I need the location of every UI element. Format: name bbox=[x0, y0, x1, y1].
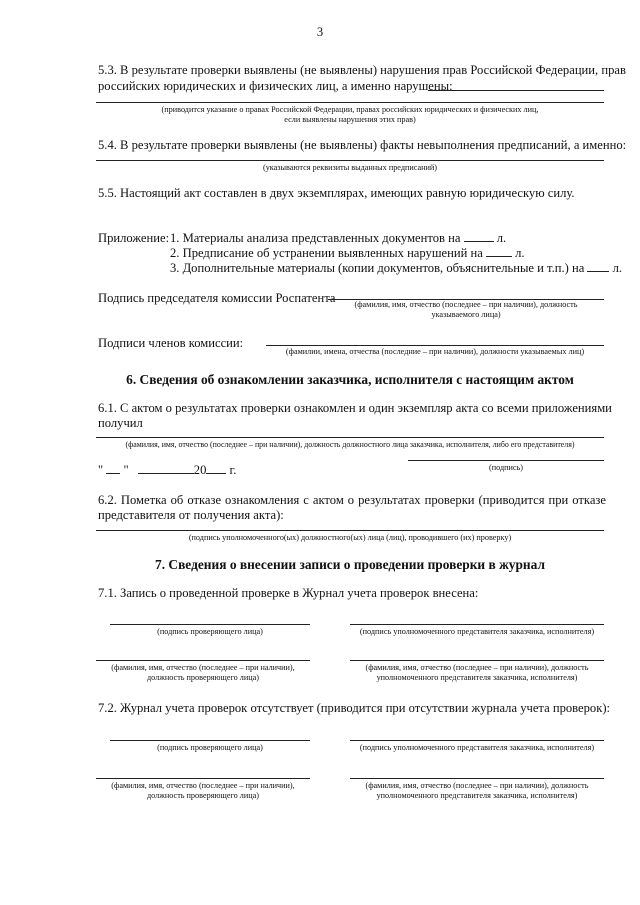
blank-line-5-3-a bbox=[428, 90, 604, 91]
paragraph-7-2: 7.2. Журнал учета проверок отсутствует (приводится при отсутствии журнала учета проверок): bbox=[98, 701, 611, 715]
appendix-item-1-text: 1. Материалы анализа представленных документов на bbox=[170, 231, 461, 245]
appendix-item-3-text: 3. Дополнительные материалы (копии документов, объяснительные и т.п.) на bbox=[170, 261, 585, 275]
appendix-item-1-suffix: л. bbox=[496, 231, 507, 245]
name-line-inspector-7-1 bbox=[96, 660, 310, 661]
signature-line-inspector-7-1 bbox=[110, 624, 310, 625]
paragraph-7-1: 7.1. Запись о проведенной проверке в Журнал учета проверок внесена: bbox=[98, 586, 479, 600]
date-day-blank bbox=[106, 462, 120, 474]
appendix-item-1 bbox=[170, 230, 506, 246]
caption-sig-inspector-7-1: (подпись проверяющего лица) bbox=[157, 627, 263, 636]
paragraph-5-4-line-1: 5.4. В результате проверки выявлены (не выявлены) факты невыполнения предписаний, а именно: bbox=[98, 138, 627, 152]
signature-line-6-1 bbox=[408, 460, 604, 461]
date-field bbox=[98, 462, 236, 478]
date-suffix: г. bbox=[229, 463, 237, 477]
caption-sig-customer-7-1: (подпись уполномоченного представителя заказчика, исполнителя) bbox=[359, 627, 595, 636]
signature-line-inspector-7-2 bbox=[110, 740, 310, 741]
appendix-item-2-text: 2. Предписание об устранении выявленных нарушений на bbox=[170, 246, 483, 260]
chairman-caption-1: (фамилия, имя, отчество (последнее – при наличии), должность bbox=[354, 300, 578, 309]
appendix-item-3-blank bbox=[587, 260, 609, 272]
section-7-heading: 7. Сведения о внесении записи о проведении проверки в журнал bbox=[155, 557, 545, 572]
date-year-prefix: 20 bbox=[193, 463, 207, 477]
appendix-item-1-blank bbox=[464, 230, 494, 242]
appendix-item-2-blank bbox=[486, 245, 512, 257]
appendix-label: Приложение: bbox=[98, 231, 170, 245]
date-year-blank bbox=[206, 462, 226, 474]
date-month-blank bbox=[138, 462, 194, 474]
caption-6-1: (фамилия, имя, отчество (последнее – при наличии), должность должностного лица заказчика, исполнителя, либо его представителя) bbox=[125, 440, 575, 449]
name-line-customer-7-1 bbox=[350, 660, 604, 661]
page-number: 3 bbox=[316, 25, 324, 39]
caption-sig-inspector-7-2: (подпись проверяющего лица) bbox=[157, 743, 263, 752]
members-caption: (фамилии, имена, отчества (последние – при наличии), должности указываемых лиц) bbox=[285, 347, 585, 356]
paragraph-6-1-line-2: получил bbox=[98, 416, 143, 430]
caption-sig-customer-7-2: (подпись уполномоченного представителя заказчика, исполнителя) bbox=[359, 743, 595, 752]
appendix-item-3 bbox=[170, 260, 622, 276]
date-quote-open: " bbox=[98, 463, 104, 477]
paragraph-5-5: 5.5. Настоящий акт составлен в двух экземплярах, имеющих равную юридическую силу. bbox=[98, 186, 575, 200]
members-signature-line bbox=[266, 345, 604, 346]
caption-name-customer-7-1-a: (фамилия, имя, отчество (последнее – при наличии), должность bbox=[365, 663, 589, 672]
name-line-inspector-7-2 bbox=[96, 778, 310, 779]
name-line-customer-7-2 bbox=[350, 778, 604, 779]
signature-line-customer-7-1 bbox=[350, 624, 604, 625]
blank-line-6-1 bbox=[96, 437, 604, 438]
chairman-signature-label: Подпись председателя комиссии Роспатента bbox=[98, 291, 336, 305]
blank-line-6-2 bbox=[96, 530, 604, 531]
blank-line-5-3-b bbox=[96, 102, 604, 103]
caption-name-inspector-7-2-a: (фамилия, имя, отчество (последнее – при наличии), bbox=[111, 781, 295, 790]
chairman-caption-2: указываемого лица) bbox=[431, 310, 501, 319]
date-quote-close: " bbox=[123, 463, 129, 477]
signature-caption-6-1: (подпись) bbox=[489, 463, 523, 472]
paragraph-6-2-line-1: 6.2. Пометка об отказе ознакомления с актом о результатах проверки (приводится при отказе bbox=[98, 493, 606, 507]
caption-name-customer-7-2-b: уполномоченного представителя заказчика, исполнителя) bbox=[376, 791, 578, 800]
caption-5-3-1: (приводится указание о правах Российской Федерации, правах российских юридических и физических лиц, bbox=[161, 105, 539, 114]
caption-name-customer-7-1-b: уполномоченного представителя заказчика, исполнителя) bbox=[376, 673, 578, 682]
appendix-item-2-suffix: л. bbox=[515, 246, 525, 260]
caption-5-4: (указываются реквизиты выданных предписаний) bbox=[262, 163, 437, 172]
appendix-item-3-suffix: л. bbox=[612, 261, 623, 275]
caption-name-inspector-7-2-b: должность проверяющего лица) bbox=[146, 791, 259, 800]
caption-5-3-2: если выявлены нарушения этих прав) bbox=[284, 115, 416, 124]
blank-line-5-4 bbox=[96, 160, 604, 161]
section-6-heading: 6. Сведения об ознакомлении заказчика, исполнителя с настоящим актом bbox=[126, 372, 574, 387]
paragraph-5-3-line-2: российских юридических и физических лиц, а именно нарушены: bbox=[98, 79, 453, 93]
caption-name-customer-7-2-a: (фамилия, имя, отчество (последнее – при наличии), должность bbox=[365, 781, 589, 790]
paragraph-5-3-line-1: 5.3. В результате проверки выявлены (не выявлены) нарушения прав Российской Федерации, прав bbox=[98, 63, 626, 77]
caption-6-2: (подпись уполномоченного(ых) должностного(ых) лица (лиц), проводившего (их) проверку) bbox=[188, 533, 512, 542]
signature-line-customer-7-2 bbox=[350, 740, 604, 741]
paragraph-6-2-line-2: представителя от получения акта): bbox=[98, 508, 284, 522]
paragraph-6-1-line-1: 6.1. С актом о результатах проверки ознакомлен и один экземпляр акта со всеми приложениями bbox=[98, 401, 612, 415]
caption-name-inspector-7-1-b: должность проверяющего лица) bbox=[146, 673, 259, 682]
members-signature-label: Подписи членов комиссии: bbox=[98, 336, 244, 350]
caption-name-inspector-7-1-a: (фамилия, имя, отчество (последнее – при наличии), bbox=[111, 663, 295, 672]
appendix-item-2 bbox=[170, 245, 525, 261]
